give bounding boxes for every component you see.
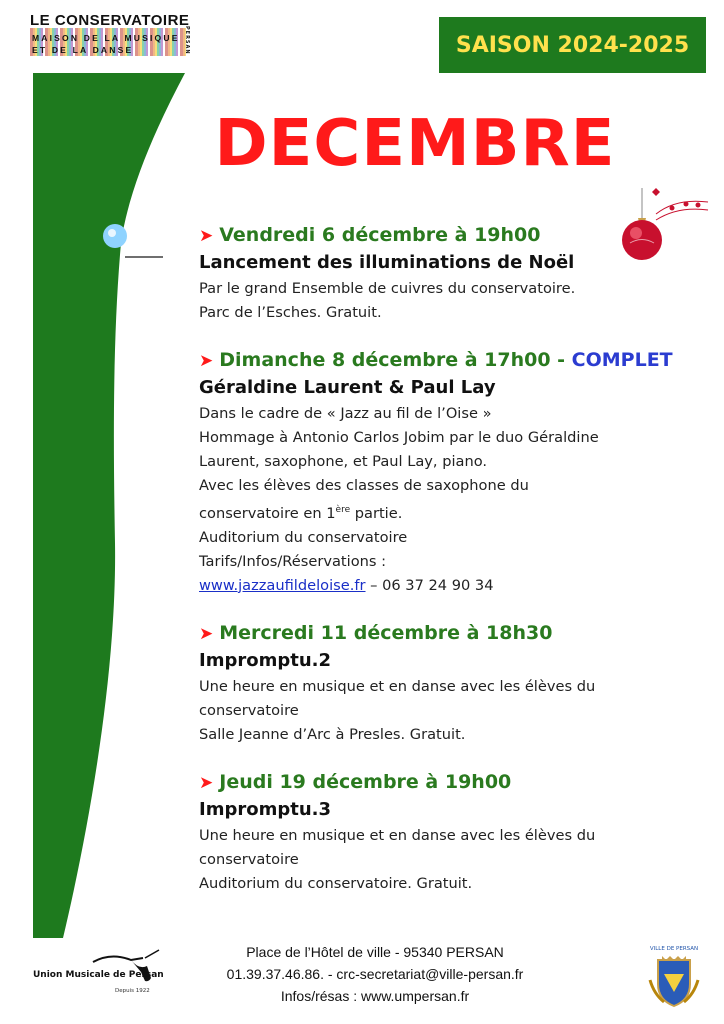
arrow-icon: ➤	[199, 772, 214, 793]
arrow-icon: ➤	[199, 226, 214, 246]
month-title: DECEMBRE	[214, 107, 616, 181]
event-description-line: Parc de l’Esches. Gratuit.	[199, 304, 382, 321]
logo-subtitle-1: MAISON DE LA MUSIQUE	[32, 33, 180, 43]
blue-bead-icon	[103, 224, 127, 248]
event-date: ➤ Mercredi 11 décembre à 18h30	[199, 621, 553, 644]
event-description-line: conservatoire en 1ère partie.	[199, 504, 403, 522]
event-title: Impromptu.3	[199, 798, 332, 820]
event-date: ➤ Dimanche 8 décembre à 17h00 - COMPLET	[199, 349, 673, 371]
event-title: Impromptu.2	[199, 649, 332, 671]
event-date: ➤ Jeudi 19 décembre à 19h00	[199, 770, 512, 793]
footer-contact	[210, 941, 540, 1007]
union-musicale-logo	[33, 948, 163, 1008]
event-contact-line: www.jazzaufildeloise.fr – 06 37 24 90 34	[199, 576, 494, 594]
union-musicale-name: Union Musicale de Persan	[33, 970, 164, 980]
footer-address: Place de l’Hôtel de ville - 95340 PERSAN	[246, 944, 504, 960]
coat-of-arms-icon	[648, 954, 700, 1010]
logo-side-text: PERSAN	[184, 26, 190, 55]
union-musicale-since: Depuis 1922	[115, 988, 150, 994]
events-list	[199, 222, 714, 918]
event-description-line: Une heure en musique et en danse avec les élèves du	[199, 826, 596, 844]
footer-contact-line: 01.39.37.46.86. - crc-secretariat@ville-persan.fr	[226, 966, 524, 982]
event-item	[199, 347, 714, 598]
logo-subtitle-2: ET DE LA DANSE	[32, 45, 134, 55]
event-item	[199, 222, 714, 325]
event-description-line: Avec les élèves des classes de saxophone du	[199, 477, 529, 494]
arrow-icon: ➤	[199, 623, 214, 644]
status-badge: COMPLET	[571, 349, 673, 371]
website-link[interactable]: www.jazzaufildeloise.fr	[199, 576, 366, 594]
footer-info-line: Infos/résas : www.umpersan.fr	[280, 988, 470, 1004]
event-description-line: conservatoire	[199, 701, 299, 719]
event-date: ➤ Vendredi 6 décembre à 19h00	[199, 224, 541, 246]
city-crest	[644, 946, 704, 1010]
logo-title: LE CONSERVATOIRE	[30, 12, 190, 29]
event-description-line: Auditorium du conservatoire	[199, 528, 408, 546]
event-description-line: Par le grand Ensemble de cuivres du conservatoire.	[199, 280, 576, 297]
event-title: Lancement des illuminations de Noël	[199, 252, 575, 273]
green-curtain-decoration	[33, 73, 193, 938]
arrow-icon: ➤	[199, 351, 214, 371]
conservatoire-logo	[30, 12, 190, 58]
crest-label: VILLE DE PERSAN	[649, 946, 699, 952]
season-badge: SAISON 2024-2025	[439, 17, 706, 73]
event-description-line: Dans le cadre de « Jazz au fil de l’Oise »	[199, 405, 492, 422]
event-description-line: Tarifs/Infos/Réservations :	[199, 552, 387, 570]
event-description-line: Auditorium du conservatoire. Gratuit.	[199, 874, 473, 892]
event-item	[199, 620, 714, 747]
event-description-line: Salle Jeanne d’Arc à Presles. Gratuit.	[199, 725, 466, 743]
event-description-line: Laurent, saxophone, et Paul Lay, piano.	[199, 453, 488, 470]
event-description-line: conservatoire	[199, 850, 299, 868]
event-item	[199, 769, 714, 896]
event-title: Géraldine Laurent & Paul Lay	[199, 377, 496, 398]
event-description-line: Une heure en musique et en danse avec les élèves du	[199, 677, 596, 695]
event-description-line: Hommage à Antonio Carlos Jobim par le duo Géraldine	[199, 429, 599, 446]
